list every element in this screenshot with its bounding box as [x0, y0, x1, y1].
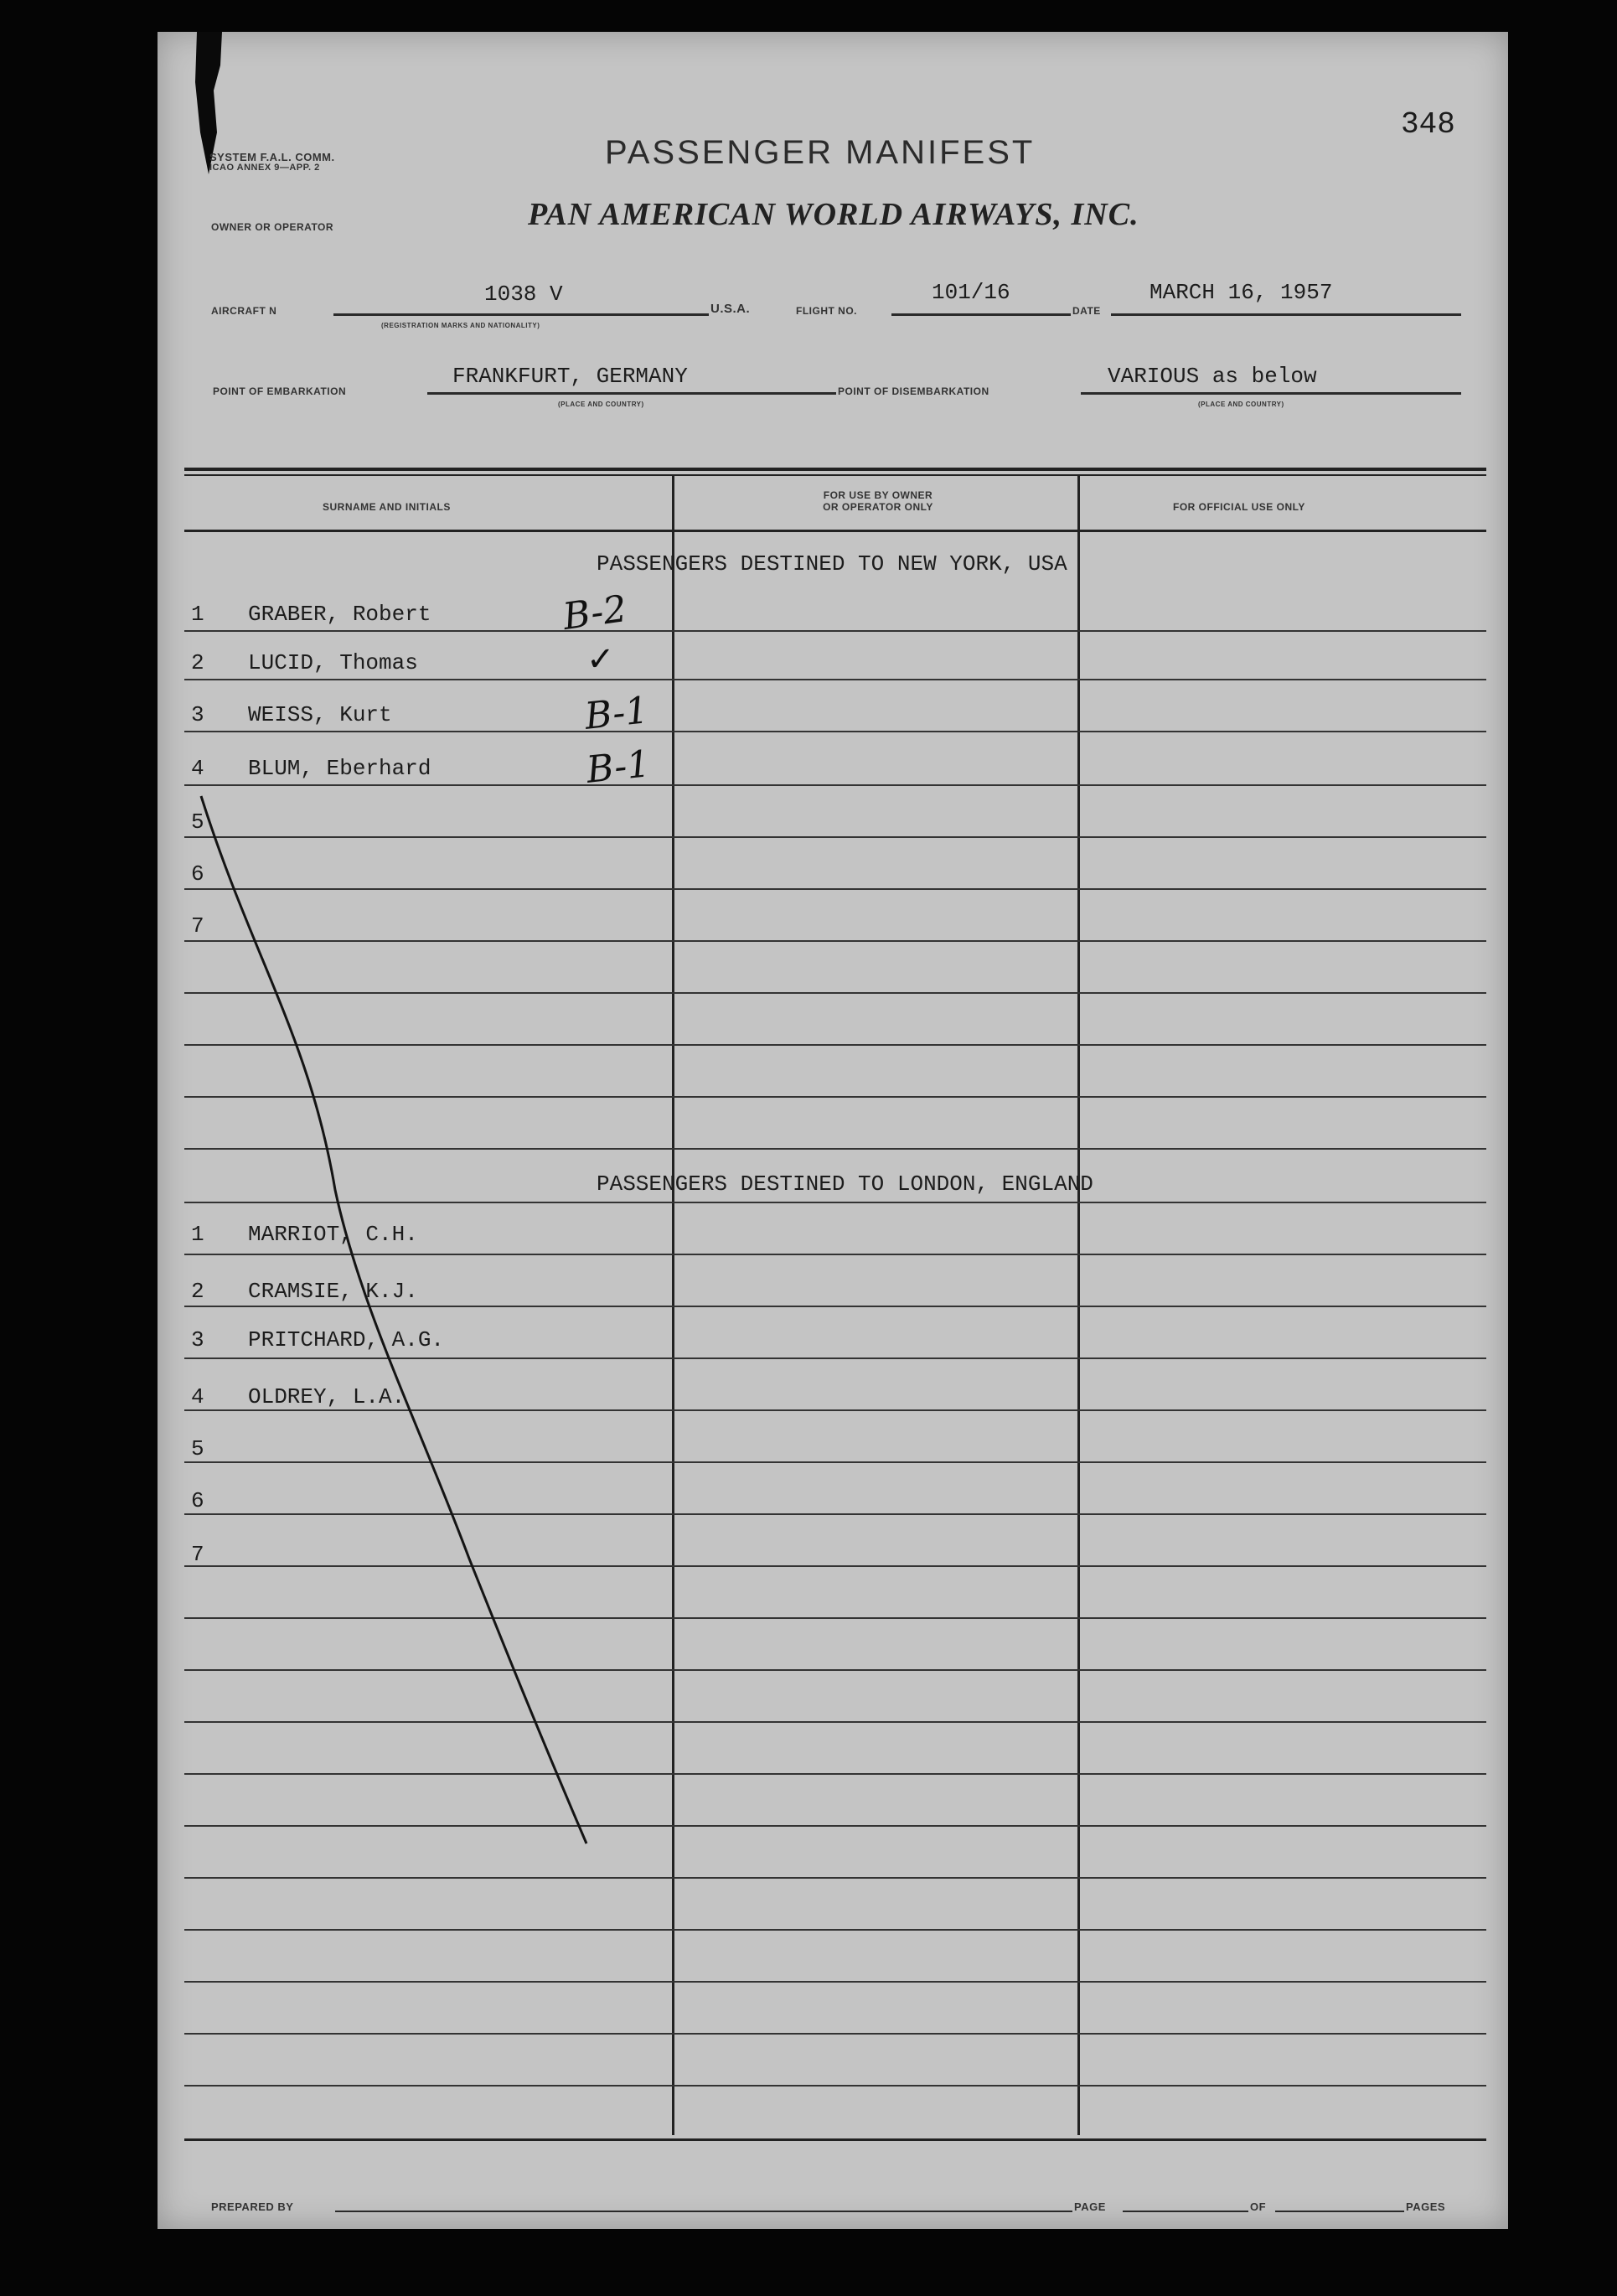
- column-header-operator-2: OR OPERATOR ONLY: [823, 501, 933, 513]
- row-number: 3: [191, 702, 204, 727]
- owner-label: OWNER OR OPERATOR: [211, 221, 334, 233]
- form-reference-line-1: SYSTEM F.A.L. COMM.: [209, 151, 335, 163]
- column-header-surname: SURNAME AND INITIALS: [323, 501, 451, 513]
- disembarkation-sublabel: (PLACE AND COUNTRY): [1198, 401, 1284, 408]
- row-number: 1: [191, 1222, 204, 1247]
- prepared-by-underline: [335, 2211, 1072, 2212]
- document-title: PASSENGER MANIFEST: [605, 134, 1036, 171]
- aircraft-sublabel: (REGISTRATION MARKS AND NATIONALITY): [381, 322, 540, 329]
- disembarkation-label: POINT OF DISEMBARKATION: [838, 385, 989, 397]
- row-number: 3: [191, 1327, 204, 1352]
- pages-underline: [1275, 2211, 1404, 2212]
- embarkation-sublabel: (PLACE AND COUNTRY): [558, 401, 644, 408]
- date-label: DATE: [1072, 305, 1101, 317]
- passenger-name: LUCID, Thomas: [248, 650, 418, 675]
- embarkation-value: FRANKFURT, GERMANY: [452, 364, 688, 389]
- embarkation-label: POINT OF EMBARKATION: [213, 385, 347, 397]
- column-header-operator-1: FOR USE BY OWNER: [823, 489, 933, 501]
- row-number: 2: [191, 650, 204, 675]
- handwritten-mark-blum: B-1: [584, 742, 653, 792]
- page-number: 348: [1401, 107, 1455, 142]
- row-number: 7: [191, 1542, 204, 1567]
- section-heading-new-york: PASSENGERS DESTINED TO NEW YORK, USA: [597, 551, 1067, 577]
- of-label: OF: [1250, 2200, 1267, 2213]
- handwritten-mark-weiss: B-1: [582, 689, 651, 738]
- row-number: 7: [191, 913, 204, 939]
- disembarkation-value: VARIOUS as below: [1108, 364, 1317, 389]
- section-heading-london: PASSENGERS DESTINED TO LONDON, ENGLAND: [597, 1171, 1093, 1197]
- pages-label: PAGES: [1406, 2200, 1446, 2213]
- flight-value: 101/16: [932, 280, 1010, 305]
- passenger-name: MARRIOT, C.H.: [248, 1222, 418, 1247]
- passenger-name: WEISS, Kurt: [248, 702, 392, 727]
- page-underline: [1123, 2211, 1248, 2212]
- handwritten-mark-graber: B-2: [560, 587, 630, 639]
- row-number: 4: [191, 756, 204, 781]
- prepared-by-label: PREPARED BY: [211, 2200, 294, 2213]
- country-label: U.S.A.: [710, 302, 751, 316]
- page-label: PAGE: [1074, 2200, 1106, 2213]
- row-number: 6: [191, 861, 204, 887]
- row-number: 6: [191, 1488, 204, 1513]
- row-number: 5: [191, 1436, 204, 1461]
- date-value: MARCH 16, 1957: [1149, 280, 1333, 305]
- row-number: 1: [191, 602, 204, 627]
- passenger-name: OLDREY, L.A.: [248, 1384, 406, 1409]
- company-name: PAN AMERICAN WORLD AIRWAYS, INC.: [528, 197, 1139, 232]
- row-number: 4: [191, 1384, 204, 1409]
- form-reference-line-2: ICAO ANNEX 9—APP. 2: [209, 163, 320, 173]
- aircraft-label: AIRCRAFT N: [211, 305, 277, 317]
- passenger-name: PRITCHARD, A.G.: [248, 1327, 445, 1352]
- passenger-name: CRAMSIE, K.J.: [248, 1279, 418, 1304]
- handwritten-check-lucid: ✓: [586, 640, 615, 679]
- passenger-name: BLUM, Eberhard: [248, 756, 431, 781]
- row-number: 5: [191, 809, 204, 835]
- passenger-name: GRABER, Robert: [248, 602, 431, 627]
- row-number: 2: [191, 1279, 204, 1304]
- column-header-official: FOR OFFICIAL USE ONLY: [1173, 501, 1305, 513]
- flight-label: FLIGHT NO.: [796, 305, 857, 317]
- aircraft-value: 1038 V: [484, 282, 563, 307]
